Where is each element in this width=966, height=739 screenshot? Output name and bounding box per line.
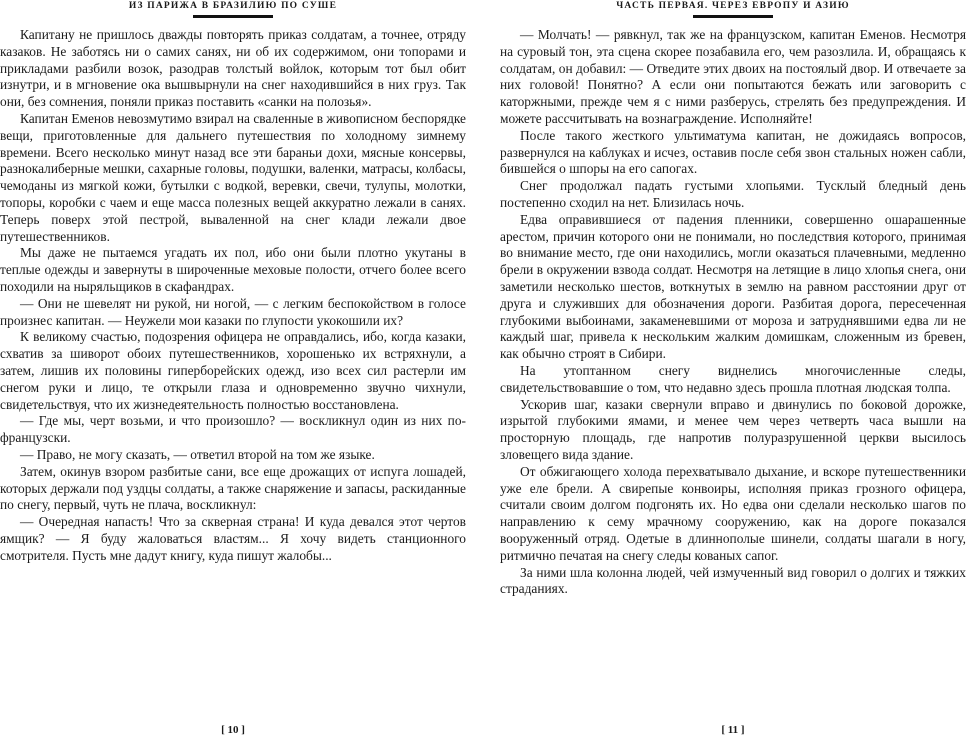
left-page-number: [ 10 ] (221, 724, 245, 736)
paragraph: Мы даже не пытаемся угадать их пол, ибо они были плотно укутаны в теплые одежды и завернуты в широченные меховые полости, отчего более всего походили на ныряльщиков в скафандрах. (0, 245, 466, 294)
paragraph: От обжигающего холода перехватывало дыхание, и вскоре путешественники уже еле брели. А свирепые конвоиры, исполняя приказ грозного офицера, считали своим долгом подгонять их. Но едва они сделали несколько шагов по направлению к сему мрачному сооружению, как на дороге показался вооруженный отряд. Одетые в длиннополые шинели, солдаты шагали в ногу, ритмично печатая на снегу следы кованых сапог. (500, 463, 966, 563)
paragraph: Капитан Еменов невозмутимо взирал на сваленные в живописном беспорядке вещи, приготовленные для дальнего путешествия по холодному зимнему времени. Всего несколько минут назад все эти бараньи дохи, мясные консервы, разнокалиберные мешки, сахарные головы, подушки, валенки, матрасы, колбасы, чемоданы из мягкой кожи, бутылки с водкой, веревки, свечи, тулупы, молотки, топоры, коробки с чаем и еще масса полезных вещей аккуратно лежали в санях. Теперь поверх этой пестрой, вываленной на снег клади лежали двое путешественников. (0, 110, 466, 244)
paragraph: — Они не шевелят ни рукой, ни ногой, — с легким беспокойством в голосе произнес капитан. — Неужели мои казаки по глупости укокошили их? (0, 295, 466, 328)
paragraph: — Очередная напасть! Что за скверная страна! И куда девался этот чертов ямщик? — Я буду жаловаться властям... Я хочу видеть станционного смотрителя. Пусть мне дадут книгу, куда пишут жалобы... (0, 514, 466, 563)
right-page (500, 0, 966, 739)
paragraph: Ускорив шаг, казаки свернули вправо и двинулись по боковой дорожке, изрытой глубокими ямами, и менее чем через четверть часа вышли на просторную площадь, где напротив полуразрушенной церкви высилось зловещего вида здание. (500, 396, 966, 462)
right-running-head-text: ЧАСТЬ ПЕРВАЯ. ЧЕРЕЗ ЕВРОПУ И АЗИЮ (616, 1, 850, 11)
paragraph: Снег продолжал падать густыми хлопьями. Тусклый бледный день постепенно сходил на нет. Близилась ночь. (500, 178, 966, 210)
paragraph: К великому счастью, подозрения офицера не оправдались, ибо, когда казаки, схватив за шиворот обоих путешественников, хорошенько их встряхнули, а затем, лишив их половины гиперборейских одежд, изо всех сил растерли им снегом руки и лицо, те открыли глаза и одновременно звучно чихнули, свидетельствуя, что их жизнедеятельность полностью восстановлена. (0, 329, 466, 412)
right-page-number: [ 11 ] (721, 724, 745, 736)
left-page (0, 0, 466, 739)
paragraph: — Где мы, черт возьми, и что произошло? — воскликнул один из них по-французски. (0, 413, 466, 446)
paragraph: После такого жесткого ультиматума капитан, не дожидаясь вопросов, развернулся на каблуках и исчез, оставив после себя звон стальных ножен сабли, бившейся о шпоры на его сапогах. (500, 127, 966, 177)
paragraph: Затем, окинув взором разбитые сани, все еще дрожащих от испуга лошадей, которых держали под уздцы солдаты, а также снаряжение и запасы, раскиданные по снегу, первый, чуть не плача, воскликнул: (0, 463, 466, 513)
paragraph: — Молчать! — рявкнул, так же на французском, капитан Еменов. Несмотря на суровый тон, эта сцена скорее позабавила его, чем разозлила. И, обращаясь к солдатам, он добавил: — Отведите этих двоих на постоялый двор. И отвечаете за них головой! Понятно? А если они попытаются бежать или заговорить с каторжными, прежде чем я с ними разберусь, стрелять без предупреждения. И можете рассчитывать на вознаграждение. Исполняйте! (500, 27, 966, 126)
paragraph: На утоптанном снегу виднелись многочисленные следы, свидетельствовавшие о том, что недавно здесь прошла плотная людская толпа. (500, 362, 966, 395)
paragraph: — Право, не могу сказать, — ответил второй на том же языке. (20, 446, 375, 462)
left-page-body (0, 27, 466, 565)
paragraph: Капитану не пришлось дважды повторять приказ солдатам, а точнее, отряду казаков. Не заботясь ни о самих санях, ни об их содержимом, они топорами и прикладами разбили возок, разодрав толстый войлок, которым тот был обит изнутри, и в мгновение ока вышвырнули на снег находившийся в них груз. Так они, без сомнения, поняли приказ поставить «санки на полозья». (0, 27, 466, 110)
paragraph: Едва оправившиеся от падения пленники, совершенно ошарашенные арестом, причин которого они не понимали, но последствия которого, принимая во внимание место, где они находились, могли оказаться плачевными, медленно брели в окружении взвода солдат. Несмотря на летящие в лицо хлопья снега, они заметили несколько шестов, воткнутых в землю на равном расстоянии друг от друга и служивших для обозначения дороги. Разбитая дорога, пересеченная глубокими выбоинами, закаменевшими от мороза и затруднявшими едва ли не каждый шаг, привела к нескольким жалким домишкам, сложенным из бревен, как обычно строят в Сибири. (500, 211, 966, 362)
left-running-head-text: ИЗ ПАРИЖА В БРАЗИЛИЮ ПО СУШЕ (128, 1, 338, 11)
paragraph: За ними шла колонна людей, чей измученный вид говорил о долгих и тяжких страданиях. (500, 564, 966, 597)
right-page-body (500, 27, 966, 598)
right-header-rule (693, 15, 773, 18)
left-header-rule (193, 15, 273, 18)
